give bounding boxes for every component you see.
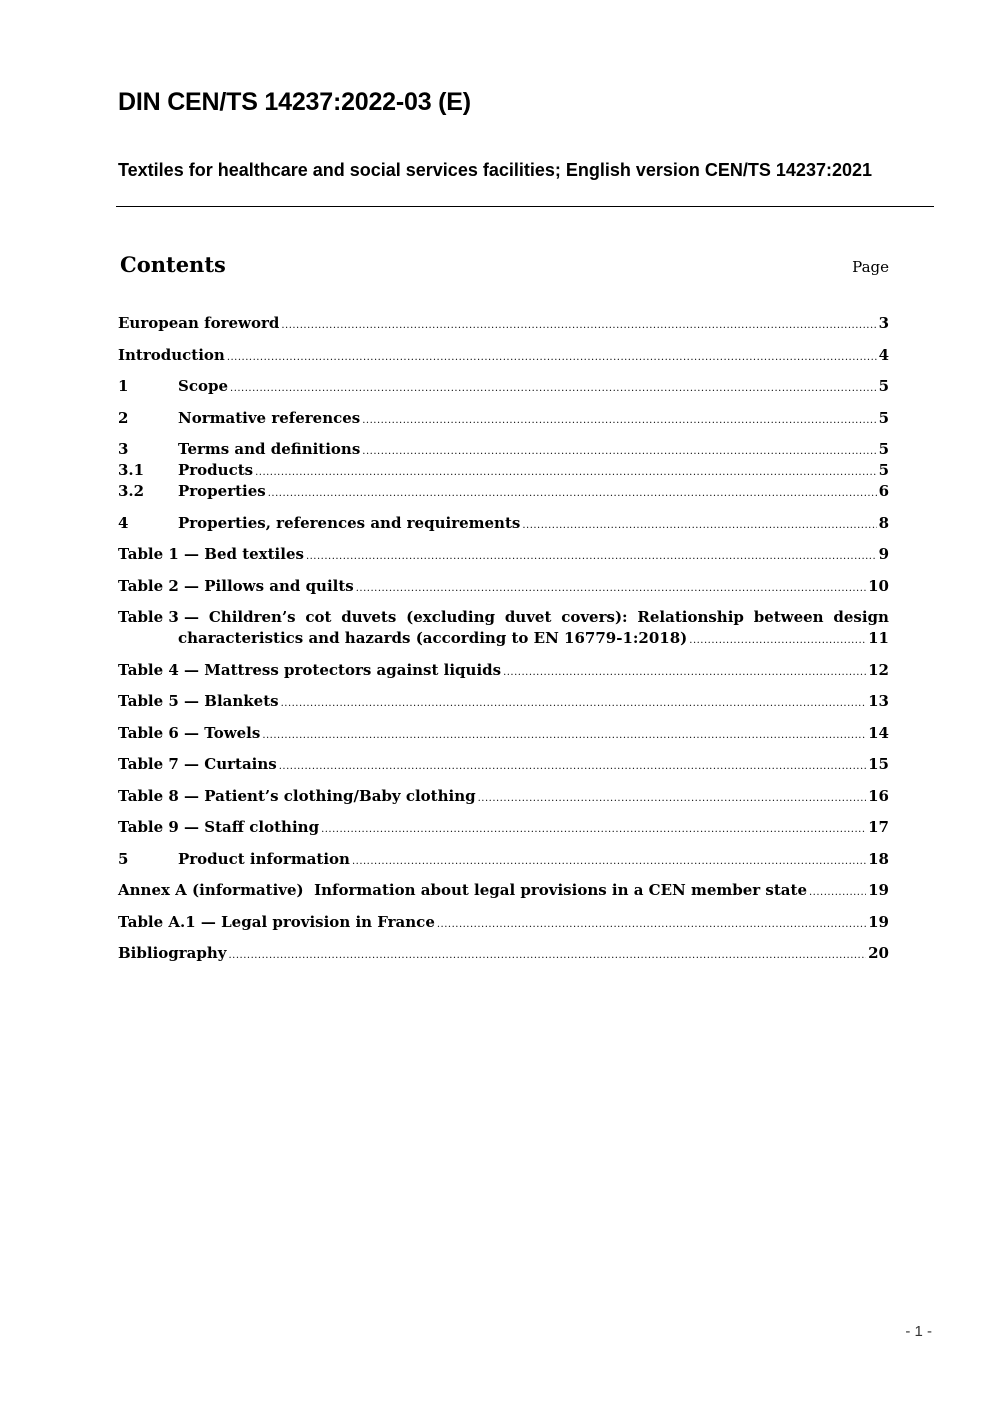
dot-leader (362, 415, 876, 426)
toc-entry-table-1[interactable] (118, 545, 889, 566)
toc-word: duvets (341, 608, 397, 626)
toc-entry-product-information[interactable] (118, 850, 889, 871)
toc-entry-annex-a[interactable] (118, 881, 889, 902)
header-divider (116, 206, 934, 207)
toc-entry-page: 12 (868, 660, 889, 679)
toc-entry-text: Terms and definitions (178, 440, 361, 458)
toc-word: Children’s (208, 608, 296, 626)
document-title: DIN CEN/TS 14237:2022-03 (E) (118, 88, 471, 116)
toc-entry-bibliography[interactable] (118, 944, 889, 965)
toc-word: duvet (504, 608, 552, 626)
toc-entry-text: Table A.1 — Legal provision in France (118, 912, 435, 931)
toc-entry-european-foreword[interactable] (118, 314, 889, 335)
toc-entry-number: 2 (118, 408, 129, 427)
dot-leader (229, 950, 867, 961)
dot-leader (321, 824, 866, 835)
dot-leader (281, 320, 876, 331)
toc-entry-page: 8 (878, 513, 889, 532)
toc-entry-page: 19 (868, 881, 889, 899)
dot-leader (227, 352, 877, 363)
toc-entry-page: 15 (868, 755, 889, 773)
document-subtitle: Textiles for healthcare and social services facilities; English version CEN/TS 14237:2021 (118, 160, 873, 180)
toc-entry-text: Table 2 — Pillows and quilts (118, 576, 354, 595)
toc-entry-text: Properties, references and requirements (178, 513, 521, 532)
toc-entry-text: Properties (178, 482, 266, 500)
toc-entry-number: 4 (118, 513, 129, 532)
page-number: - 1 - (905, 1323, 932, 1340)
toc-entry-number: 5 (118, 849, 129, 868)
toc-entry-text: Introduction (118, 345, 225, 364)
toc-word: between (753, 608, 824, 626)
toc-word: covers): (561, 608, 628, 626)
dot-leader (356, 583, 866, 594)
toc-entry-introduction[interactable] (118, 346, 889, 367)
dot-leader (230, 383, 877, 394)
dot-leader (809, 887, 866, 898)
dot-leader (279, 761, 866, 772)
dot-leader (478, 793, 867, 804)
toc-entry-page: 10 (868, 576, 889, 595)
toc-entry-page: 5 (878, 377, 889, 395)
toc-entry-text: Product information (178, 849, 350, 868)
page-column-label: Page (852, 258, 889, 276)
toc-entry-text: characteristics and hazards (according to EN 16779-1:2018) (178, 629, 688, 647)
toc-entry-page: 14 (868, 723, 889, 742)
dot-leader (306, 551, 877, 562)
dot-leader (255, 467, 876, 478)
toc-entry-page: 13 (868, 692, 889, 710)
dot-leader (352, 856, 866, 867)
toc-entry-text: Annex A (informative) Information about legal provisions in a CEN member state (118, 881, 807, 899)
toc-entry-page: 11 (868, 629, 889, 647)
toc-entry-text: Products (178, 461, 254, 479)
toc-entry-page: 5 (878, 408, 889, 427)
toc-entry-table-3[interactable] (118, 608, 889, 650)
toc-entry-page: 5 (878, 461, 889, 479)
toc-word: cot (305, 608, 332, 626)
toc-entry-text: European foreword (118, 314, 280, 332)
toc-word: (excluding (406, 608, 496, 626)
toc-entry-terms-and-definitions[interactable] (118, 440, 889, 461)
toc-entry-text: Table 4 — Mattress protectors against liquids (118, 660, 502, 679)
toc-entry-number: 3.2 (118, 482, 145, 500)
toc-entry-table-5[interactable] (118, 692, 889, 713)
toc-entry-text: Table 6 — Towels (118, 723, 261, 742)
dot-leader (522, 520, 876, 531)
contents-heading: Contents (120, 252, 226, 277)
toc-entry-text-line-2 (118, 629, 889, 650)
toc-entry-page: 16 (868, 786, 889, 805)
toc-entry-page: 9 (878, 545, 889, 563)
toc-entry-properties-references-requirements[interactable] (118, 514, 889, 535)
toc-word: Table 3 — (118, 608, 200, 626)
toc-word: Relationship (637, 608, 744, 626)
toc-entry-normative-references[interactable] (118, 409, 889, 430)
toc-entry-page: 4 (878, 345, 889, 364)
toc-entry-table-8[interactable] (118, 787, 889, 808)
dot-leader (503, 667, 866, 678)
toc-entry-text: Table 1 — Bed textiles (118, 545, 304, 563)
toc-entry-page: 20 (868, 944, 889, 962)
toc-entry-text: Table 7 — Curtains (118, 755, 277, 773)
toc-entry-page: 3 (878, 314, 889, 332)
dot-leader (362, 446, 876, 457)
toc-entry-page: 18 (868, 849, 889, 868)
toc-entry-text: Table 5 — Blankets (118, 692, 279, 710)
toc-entry-properties[interactable] (118, 482, 889, 503)
toc-entry-table-4[interactable] (118, 661, 889, 682)
toc-entry-scope[interactable] (118, 377, 889, 398)
toc-entry-text: Bibliography (118, 944, 227, 962)
toc-entry-page: 5 (878, 440, 889, 458)
dot-leader (262, 730, 866, 741)
toc-entry-table-9[interactable] (118, 818, 889, 839)
toc-entry-text: Table 8 — Patient’s clothing/Baby clothing (118, 786, 476, 805)
toc-entry-number: 3.1 (118, 461, 145, 479)
table-of-contents (118, 314, 889, 965)
toc-entry-table-6[interactable] (118, 724, 889, 745)
toc-entry-table-2[interactable] (118, 577, 889, 598)
toc-entry-text: Scope (178, 377, 229, 395)
toc-entry-page: 17 (868, 818, 889, 836)
toc-entry-table-a1[interactable] (118, 913, 889, 934)
toc-entry-number: 3 (118, 440, 129, 458)
dot-leader (689, 635, 866, 646)
toc-entry-text-line-1 (118, 608, 889, 629)
toc-entry-products[interactable] (118, 461, 889, 482)
dot-leader (268, 488, 877, 499)
toc-entry-text: Normative references (178, 408, 361, 427)
toc-entry-text: Table 9 — Staff clothing (118, 818, 320, 836)
toc-entry-table-7[interactable] (118, 755, 889, 776)
dot-leader (437, 919, 866, 930)
toc-entry-page: 19 (868, 912, 889, 931)
toc-word: design (833, 608, 889, 626)
dot-leader (281, 698, 867, 709)
toc-entry-page: 6 (878, 482, 889, 500)
toc-entry-number: 1 (118, 377, 129, 395)
